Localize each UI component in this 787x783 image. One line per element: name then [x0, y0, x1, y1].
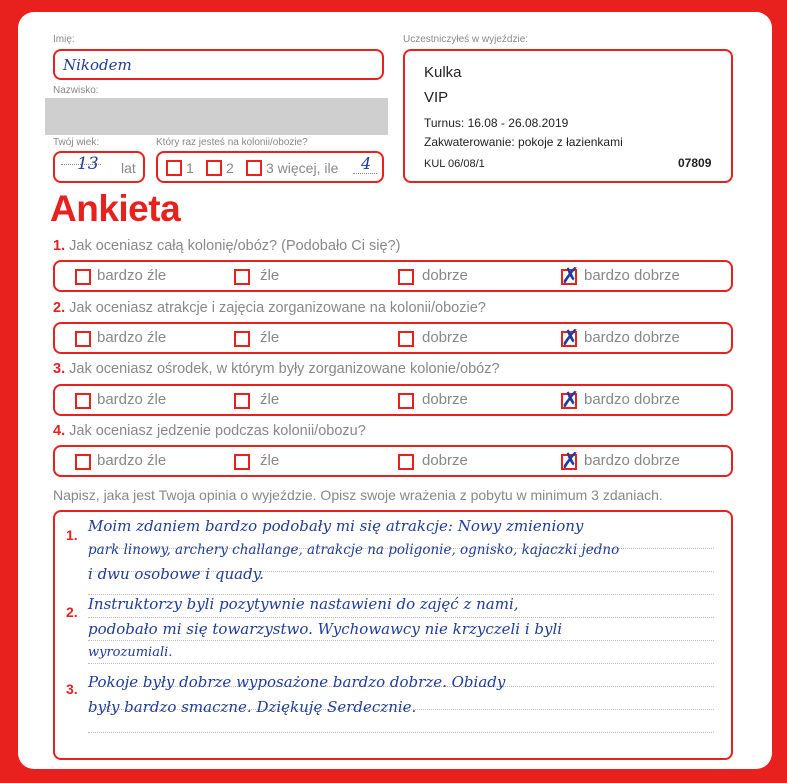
option-label: bardzo źle: [97, 267, 167, 284]
opinion-1-line-3: i dwu osobowe i quady.: [88, 565, 264, 583]
option-label: bardzo źle: [97, 329, 167, 346]
wiek-unit: lat: [121, 160, 136, 176]
raz-1-checkbox[interactable]: [166, 160, 182, 176]
option-label: dobrze: [422, 391, 468, 408]
opinion-num-1: 1.: [66, 527, 78, 543]
check-mark-icon: ✗: [561, 388, 580, 413]
ruled-line: [88, 732, 714, 733]
raz-ile-dots: [353, 173, 377, 174]
question-4: [53, 423, 366, 439]
option-label: bardzo dobrze: [584, 267, 680, 284]
trip-zakwaterowanie: Zakwaterowanie: pokoje z łazienkami: [424, 135, 623, 149]
trip-code: KUL 06/08/1: [424, 158, 485, 170]
opinion-2-line-3: wyrozumiali.: [88, 645, 173, 660]
raz-2-label: 2: [226, 160, 234, 176]
question-text: Jak oceniasz atrakcje i zajęcia zorganizowane na kolonii/obozie?: [69, 300, 486, 316]
option-label: bardzo źle: [97, 452, 167, 469]
imie-field[interactable]: [53, 49, 384, 80]
q2-option-2-checkbox[interactable]: [234, 331, 250, 347]
trip-turnus: Turnus: 16.08 - 26.08.2019: [424, 116, 569, 130]
question-text: Jak oceniasz ośrodek, w którym były zorganizowane kolonie/obóz?: [69, 361, 500, 377]
trip-number: 07809: [678, 156, 712, 170]
opinion-3-line-2: były bardzo smaczne. Dziękuję Serdecznie.: [88, 698, 417, 716]
opinion-3-line-1: Pokoje były dobrze wyposażone bardzo dobrze. Obiady: [88, 673, 506, 691]
option-label: bardzo źle: [97, 391, 167, 408]
option-label: źle: [260, 267, 280, 284]
q4-option-1-checkbox[interactable]: [75, 454, 91, 470]
question-4-answers: [53, 445, 733, 477]
raz-3-label: 3 więcej, ile: [266, 160, 339, 176]
trip-type: VIP: [424, 89, 449, 106]
ktory-raz-field: [156, 151, 384, 183]
q3-option-4-checkbox[interactable]: [561, 388, 580, 413]
question-text: Jak oceniasz całą kolonię/obóz? (Podobało Ci się?): [69, 238, 401, 254]
question-2-answers: [53, 322, 733, 354]
opinion-1-line-2: park linowy, archery challange, atrakcje na poligonie, ognisko, kajaczki jedno: [88, 542, 620, 558]
ruled-line: [88, 640, 714, 641]
ktory-raz-label: Który raz jesteś na kolonii/obozie?: [156, 137, 308, 148]
option-label: dobrze: [422, 329, 468, 346]
question-num: 2.: [53, 300, 66, 316]
wiek-value: 13: [77, 154, 99, 174]
q2-option-3-checkbox[interactable]: [398, 331, 414, 347]
imie-label: Imię:: [53, 34, 75, 45]
option-label: bardzo dobrze: [584, 452, 680, 469]
opinion-num-3: 3.: [66, 681, 78, 697]
ruled-line: [88, 617, 714, 618]
question-text: Jak oceniasz jedzenie podczas kolonii/obozu?: [69, 423, 366, 439]
nazwisko-redaction: [45, 98, 388, 135]
option-label: źle: [260, 452, 280, 469]
question-num: 3.: [53, 361, 66, 377]
raz-2-checkbox[interactable]: [206, 160, 222, 176]
nazwisko-label: Nazwisko:: [53, 85, 99, 96]
opinion-prompt: Napisz, jaka jest Twoja opinia o wyjeździe. Opisz swoje wrażenia z pobytu w minimum 3 zdaniach.: [53, 487, 663, 503]
q1-option-4-checkbox[interactable]: [561, 264, 580, 289]
raz-1-label: 1: [186, 160, 194, 176]
check-mark-icon: ✗: [561, 264, 580, 289]
option-label: źle: [260, 329, 280, 346]
q2-option-4-checkbox[interactable]: [561, 326, 580, 351]
q3-option-2-checkbox[interactable]: [234, 393, 250, 409]
question-num: 1.: [53, 238, 66, 254]
trip-box: [403, 49, 733, 183]
ruled-line: [88, 663, 714, 664]
trip-label: Uczestniczyłeś w wyjeździe:: [403, 34, 529, 45]
q3-option-3-checkbox[interactable]: [398, 393, 414, 409]
question-1: [53, 238, 400, 254]
q1-option-1-checkbox[interactable]: [75, 269, 91, 285]
q4-option-2-checkbox[interactable]: [234, 454, 250, 470]
q1-option-3-checkbox[interactable]: [398, 269, 414, 285]
option-label: dobrze: [422, 452, 468, 469]
option-label: dobrze: [422, 267, 468, 284]
imie-value: Nikodem: [63, 56, 132, 74]
opinion-num-2: 2.: [66, 604, 78, 620]
q2-option-1-checkbox[interactable]: [75, 331, 91, 347]
wiek-field[interactable]: [53, 151, 145, 183]
option-label: źle: [260, 391, 280, 408]
raz-ile-value: 4: [361, 154, 372, 173]
survey-title: Ankieta: [50, 188, 181, 229]
question-1-answers: [53, 260, 733, 292]
question-2: [53, 300, 486, 316]
q4-option-3-checkbox[interactable]: [398, 454, 414, 470]
raz-3-checkbox[interactable]: [246, 160, 262, 176]
question-3-answers: [53, 384, 733, 416]
question-num: 4.: [53, 423, 66, 439]
check-mark-icon: ✗: [561, 326, 580, 351]
trip-name: Kulka: [424, 64, 462, 81]
option-label: bardzo dobrze: [584, 329, 680, 346]
opinion-1-line-1: Moim zdaniem bardzo podobały mi się atrakcje: Nowy zmieniony: [88, 517, 584, 535]
question-3: [53, 361, 500, 377]
option-label: bardzo dobrze: [584, 391, 680, 408]
opinion-2-line-2: podobało mi się towarzystwo. Wychowawcy nie krzyczeli i byli: [88, 620, 563, 638]
q3-option-1-checkbox[interactable]: [75, 393, 91, 409]
wiek-label: Twój wiek:: [53, 137, 100, 148]
q4-option-4-checkbox[interactable]: [561, 449, 580, 474]
q1-option-2-checkbox[interactable]: [234, 269, 250, 285]
check-mark-icon: ✗: [561, 449, 580, 474]
opinion-2-line-1: Instruktorzy byli pozytywnie nastawieni do zajęć z nami,: [88, 595, 519, 613]
